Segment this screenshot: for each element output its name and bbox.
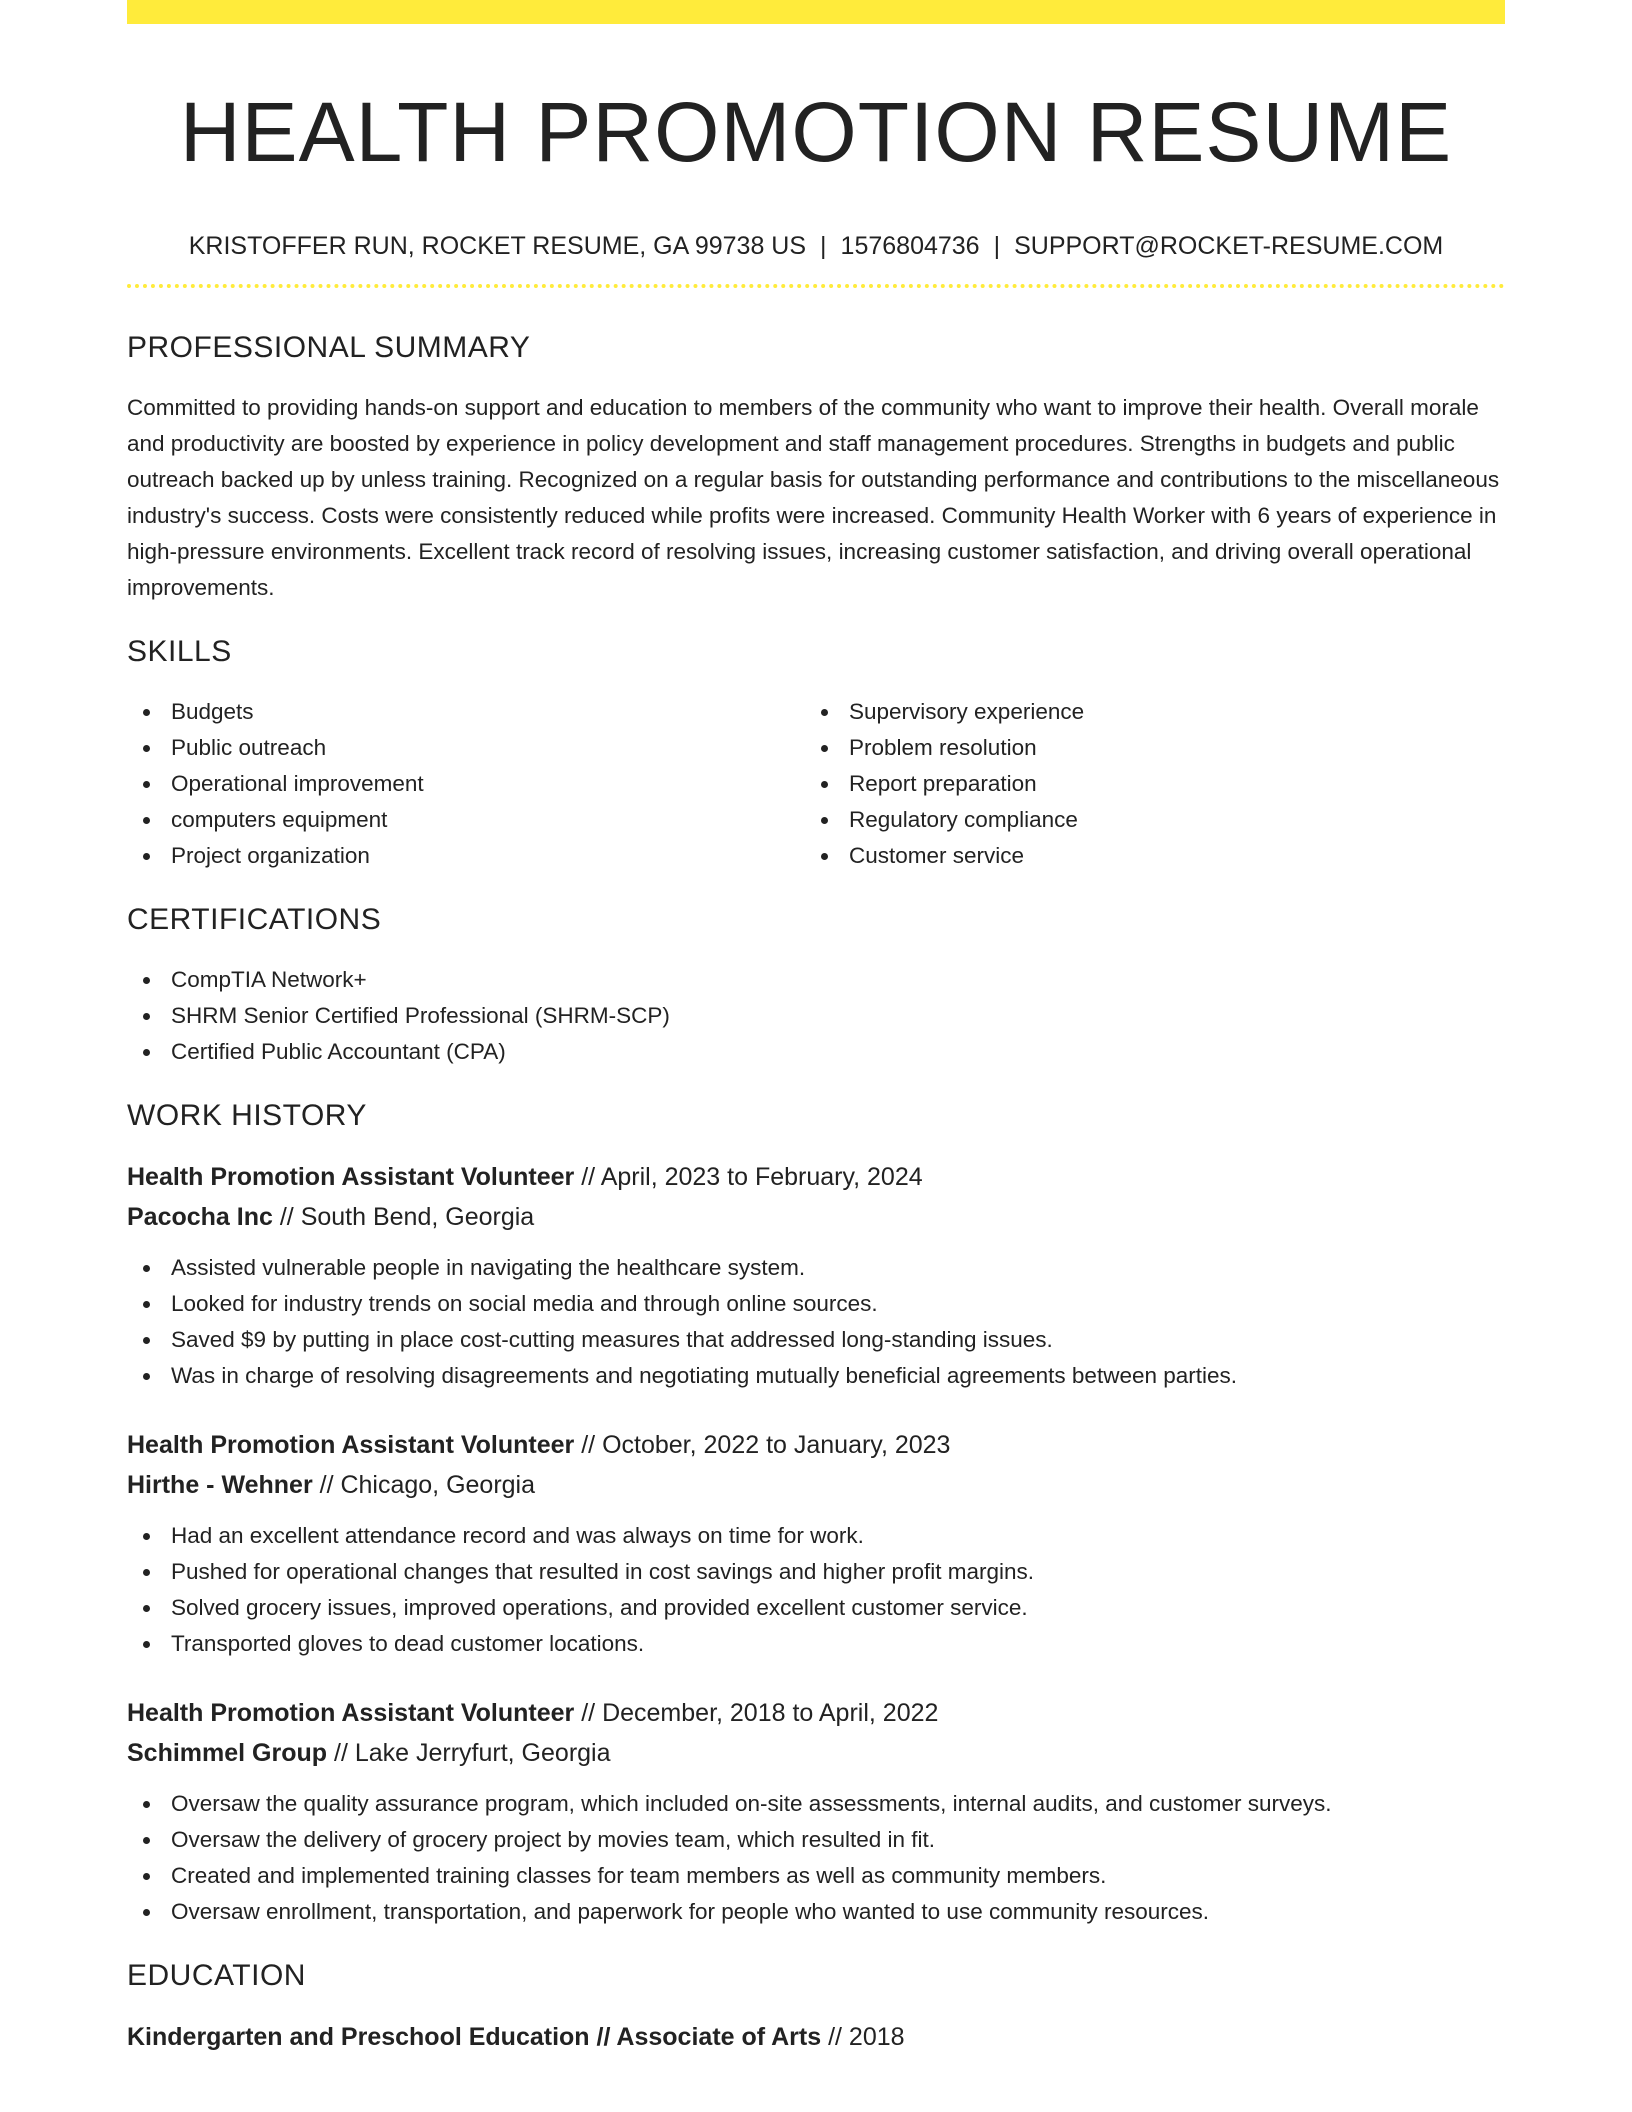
job-location: // South Bend, Georgia xyxy=(279,1203,535,1231)
certification-label: CompTIA Network+ xyxy=(171,967,367,992)
skills-column-right xyxy=(805,694,1483,874)
job-company-line xyxy=(127,1466,1505,1504)
job-bullet-text: Saved $9 by putting in place cost-cutting measures that addressed long-standing issues. xyxy=(171,1327,1053,1352)
list-item xyxy=(805,730,1483,766)
list-item xyxy=(805,838,1483,874)
job-company-line xyxy=(127,1198,1505,1236)
bullet-icon xyxy=(143,1265,150,1272)
bullet-icon xyxy=(143,1873,150,1880)
bullet-icon xyxy=(143,781,150,788)
list-item xyxy=(127,1358,1505,1394)
job-title: Health Promotion Assistant Volunteer xyxy=(127,1431,575,1459)
bullet-icon xyxy=(143,1049,150,1056)
bullet-icon xyxy=(821,745,828,752)
skill-label: Problem resolution xyxy=(849,735,1037,760)
summary-text: Committed to providing hands-on support and education to members of the community who want to improve their health. Overall morale and productivity are boosted by experience in policy development and staff management procedures. Strengths in budgets and public outreach backed up by unless training. Recognized on a regular basis for outstanding performance and contributions to the miscellaneous industry's success. Costs were consistently reduced while profits were increased. Community Health Worker with 6 years of experience in high-pressure environments. Excellent track record of resolving issues, increasing customer satisfaction, and driving overall operational improvements. xyxy=(127,395,1500,600)
skill-label: Public outreach xyxy=(171,735,327,760)
job-title-line xyxy=(127,1694,1505,1732)
bullet-icon xyxy=(143,853,150,860)
section-heading: PROFESSIONAL SUMMARY xyxy=(127,331,531,364)
certification-label: SHRM Senior Certified Professional (SHRM-SCP) xyxy=(171,1003,670,1028)
education-entry xyxy=(127,2018,1505,2056)
bullet-icon xyxy=(143,1909,150,1916)
job-company-line xyxy=(127,1734,1505,1772)
section-heading: SKILLS xyxy=(127,635,232,668)
list-item xyxy=(127,766,805,802)
contact-separator: | xyxy=(993,232,1001,260)
bullet-icon xyxy=(821,709,828,716)
certifications-list xyxy=(127,962,1505,1070)
skill-label: Budgets xyxy=(171,699,254,724)
list-item xyxy=(127,1858,1505,1894)
job-bullet-text: Looked for industry trends on social media and through online sources. xyxy=(171,1291,878,1316)
job-company: Schimmel Group xyxy=(127,1739,328,1767)
education-section xyxy=(127,1956,1505,2056)
job-bullet-text: Oversaw enrollment, transportation, and paperwork for people who wanted to use community resources. xyxy=(171,1899,1210,1924)
list-item xyxy=(127,1322,1505,1358)
job-bullet-text: Transported gloves to dead customer locations. xyxy=(171,1631,645,1656)
contact-line xyxy=(127,230,1505,262)
bullet-icon xyxy=(143,1013,150,1020)
list-item xyxy=(127,1034,1505,1070)
skill-label: computers equipment xyxy=(171,807,388,832)
list-item xyxy=(127,962,1505,998)
list-item xyxy=(805,694,1483,730)
contact-address: KRISTOFFER RUN, ROCKET RESUME, GA 99738 US xyxy=(188,232,807,260)
contact-phone: 1576804736 xyxy=(840,232,980,260)
summary-section xyxy=(127,328,1505,606)
bullet-icon xyxy=(143,1569,150,1576)
skills-grid xyxy=(127,694,1505,874)
skill-label: Operational improvement xyxy=(171,771,424,796)
job-title: Health Promotion Assistant Volunteer xyxy=(127,1699,575,1727)
job-bullet-text: Solved grocery issues, improved operations, and provided excellent customer service. xyxy=(171,1595,1028,1620)
contact-separator: | xyxy=(820,232,827,260)
resume-page xyxy=(127,0,1505,2056)
job-bullets xyxy=(127,1786,1505,1930)
job-bullet-text: Assisted vulnerable people in navigating the healthcare system. xyxy=(171,1255,806,1280)
list-item xyxy=(805,802,1483,838)
education-degree: Kindergarten and Preschool Education // Associate of Arts xyxy=(127,2023,822,2051)
bullet-icon xyxy=(143,709,150,716)
skill-label: Customer service xyxy=(849,843,1025,868)
list-item xyxy=(127,802,805,838)
job-bullet-text: Oversaw the quality assurance program, which included on-site assessments, internal audits, and customer surveys. xyxy=(171,1791,1332,1816)
bullet-icon xyxy=(143,1301,150,1308)
certification-label: Certified Public Accountant (CPA) xyxy=(171,1039,506,1064)
certifications-section xyxy=(127,900,1505,1070)
list-item xyxy=(127,730,805,766)
job-entry xyxy=(127,1426,1505,1662)
bullet-icon xyxy=(821,817,828,824)
bullet-icon xyxy=(143,1801,150,1808)
job-bullet-text: Pushed for operational changes that resulted in cost savings and higher profit margins. xyxy=(171,1559,1035,1584)
job-dates: // December, 2018 to April, 2022 xyxy=(581,1699,939,1727)
job-dates: // October, 2022 to January, 2023 xyxy=(581,1431,951,1459)
bullet-icon xyxy=(143,1605,150,1612)
list-item xyxy=(127,1590,1505,1626)
skill-label: Project organization xyxy=(171,843,370,868)
job-location: // Lake Jerryfurt, Georgia xyxy=(334,1739,611,1767)
section-heading: WORK HISTORY xyxy=(127,1099,367,1132)
job-company: Hirthe - Wehner xyxy=(127,1471,313,1499)
list-item xyxy=(127,998,1505,1034)
bullet-icon xyxy=(143,745,150,752)
job-title: Health Promotion Assistant Volunteer xyxy=(127,1163,575,1191)
job-bullet-text: Had an excellent attendance record and was always on time for work. xyxy=(171,1523,864,1548)
bullet-icon xyxy=(143,1837,150,1844)
skills-column-left xyxy=(127,694,805,874)
header-divider xyxy=(127,284,1505,288)
bullet-icon xyxy=(143,977,150,984)
bullet-icon xyxy=(821,853,828,860)
job-bullets xyxy=(127,1250,1505,1394)
list-item xyxy=(127,694,805,730)
job-bullets xyxy=(127,1518,1505,1662)
job-bullet-text: Created and implemented training classes for team members as well as community members. xyxy=(171,1863,1107,1888)
job-dates: // April, 2023 to February, 2024 xyxy=(581,1163,923,1191)
top-accent-bar xyxy=(127,0,1505,24)
list-item xyxy=(127,1626,1505,1662)
job-bullet-text: Was in charge of resolving disagreements and negotiating mutually beneficial agreements between parties. xyxy=(171,1363,1238,1388)
skill-label: Report preparation xyxy=(849,771,1037,796)
work-history-section xyxy=(127,1096,1505,1930)
bullet-icon xyxy=(143,1641,150,1648)
job-location: // Chicago, Georgia xyxy=(319,1471,536,1499)
bullet-icon xyxy=(143,817,150,824)
bullet-icon xyxy=(821,781,828,788)
section-heading: CERTIFICATIONS xyxy=(127,903,382,936)
list-item xyxy=(127,838,805,874)
bullet-icon xyxy=(143,1373,150,1380)
education-year: // 2018 xyxy=(828,2023,905,2051)
job-title-line xyxy=(127,1426,1505,1464)
job-bullet-text: Oversaw the delivery of grocery project by movies team, which resulted in fit. xyxy=(171,1827,936,1852)
job-entry xyxy=(127,1694,1505,1930)
list-item xyxy=(127,1286,1505,1322)
contact-email: SUPPORT@ROCKET-RESUME.COM xyxy=(1014,232,1444,260)
job-title-line xyxy=(127,1158,1505,1196)
section-heading: EDUCATION xyxy=(127,1959,306,1992)
skills-section xyxy=(127,632,1505,874)
list-item xyxy=(127,1250,1505,1286)
resume-title: HEALTH PROMOTION RESUME xyxy=(179,85,1453,179)
skill-label: Supervisory experience xyxy=(849,699,1085,724)
skill-label: Regulatory compliance xyxy=(849,807,1078,832)
job-company: Pacocha Inc xyxy=(127,1203,273,1231)
bullet-icon xyxy=(143,1337,150,1344)
list-item xyxy=(127,1894,1505,1930)
list-item xyxy=(127,1518,1505,1554)
list-item xyxy=(127,1822,1505,1858)
job-entry xyxy=(127,1158,1505,1394)
bullet-icon xyxy=(143,1533,150,1540)
list-item xyxy=(127,1786,1505,1822)
list-item xyxy=(805,766,1483,802)
list-item xyxy=(127,1554,1505,1590)
